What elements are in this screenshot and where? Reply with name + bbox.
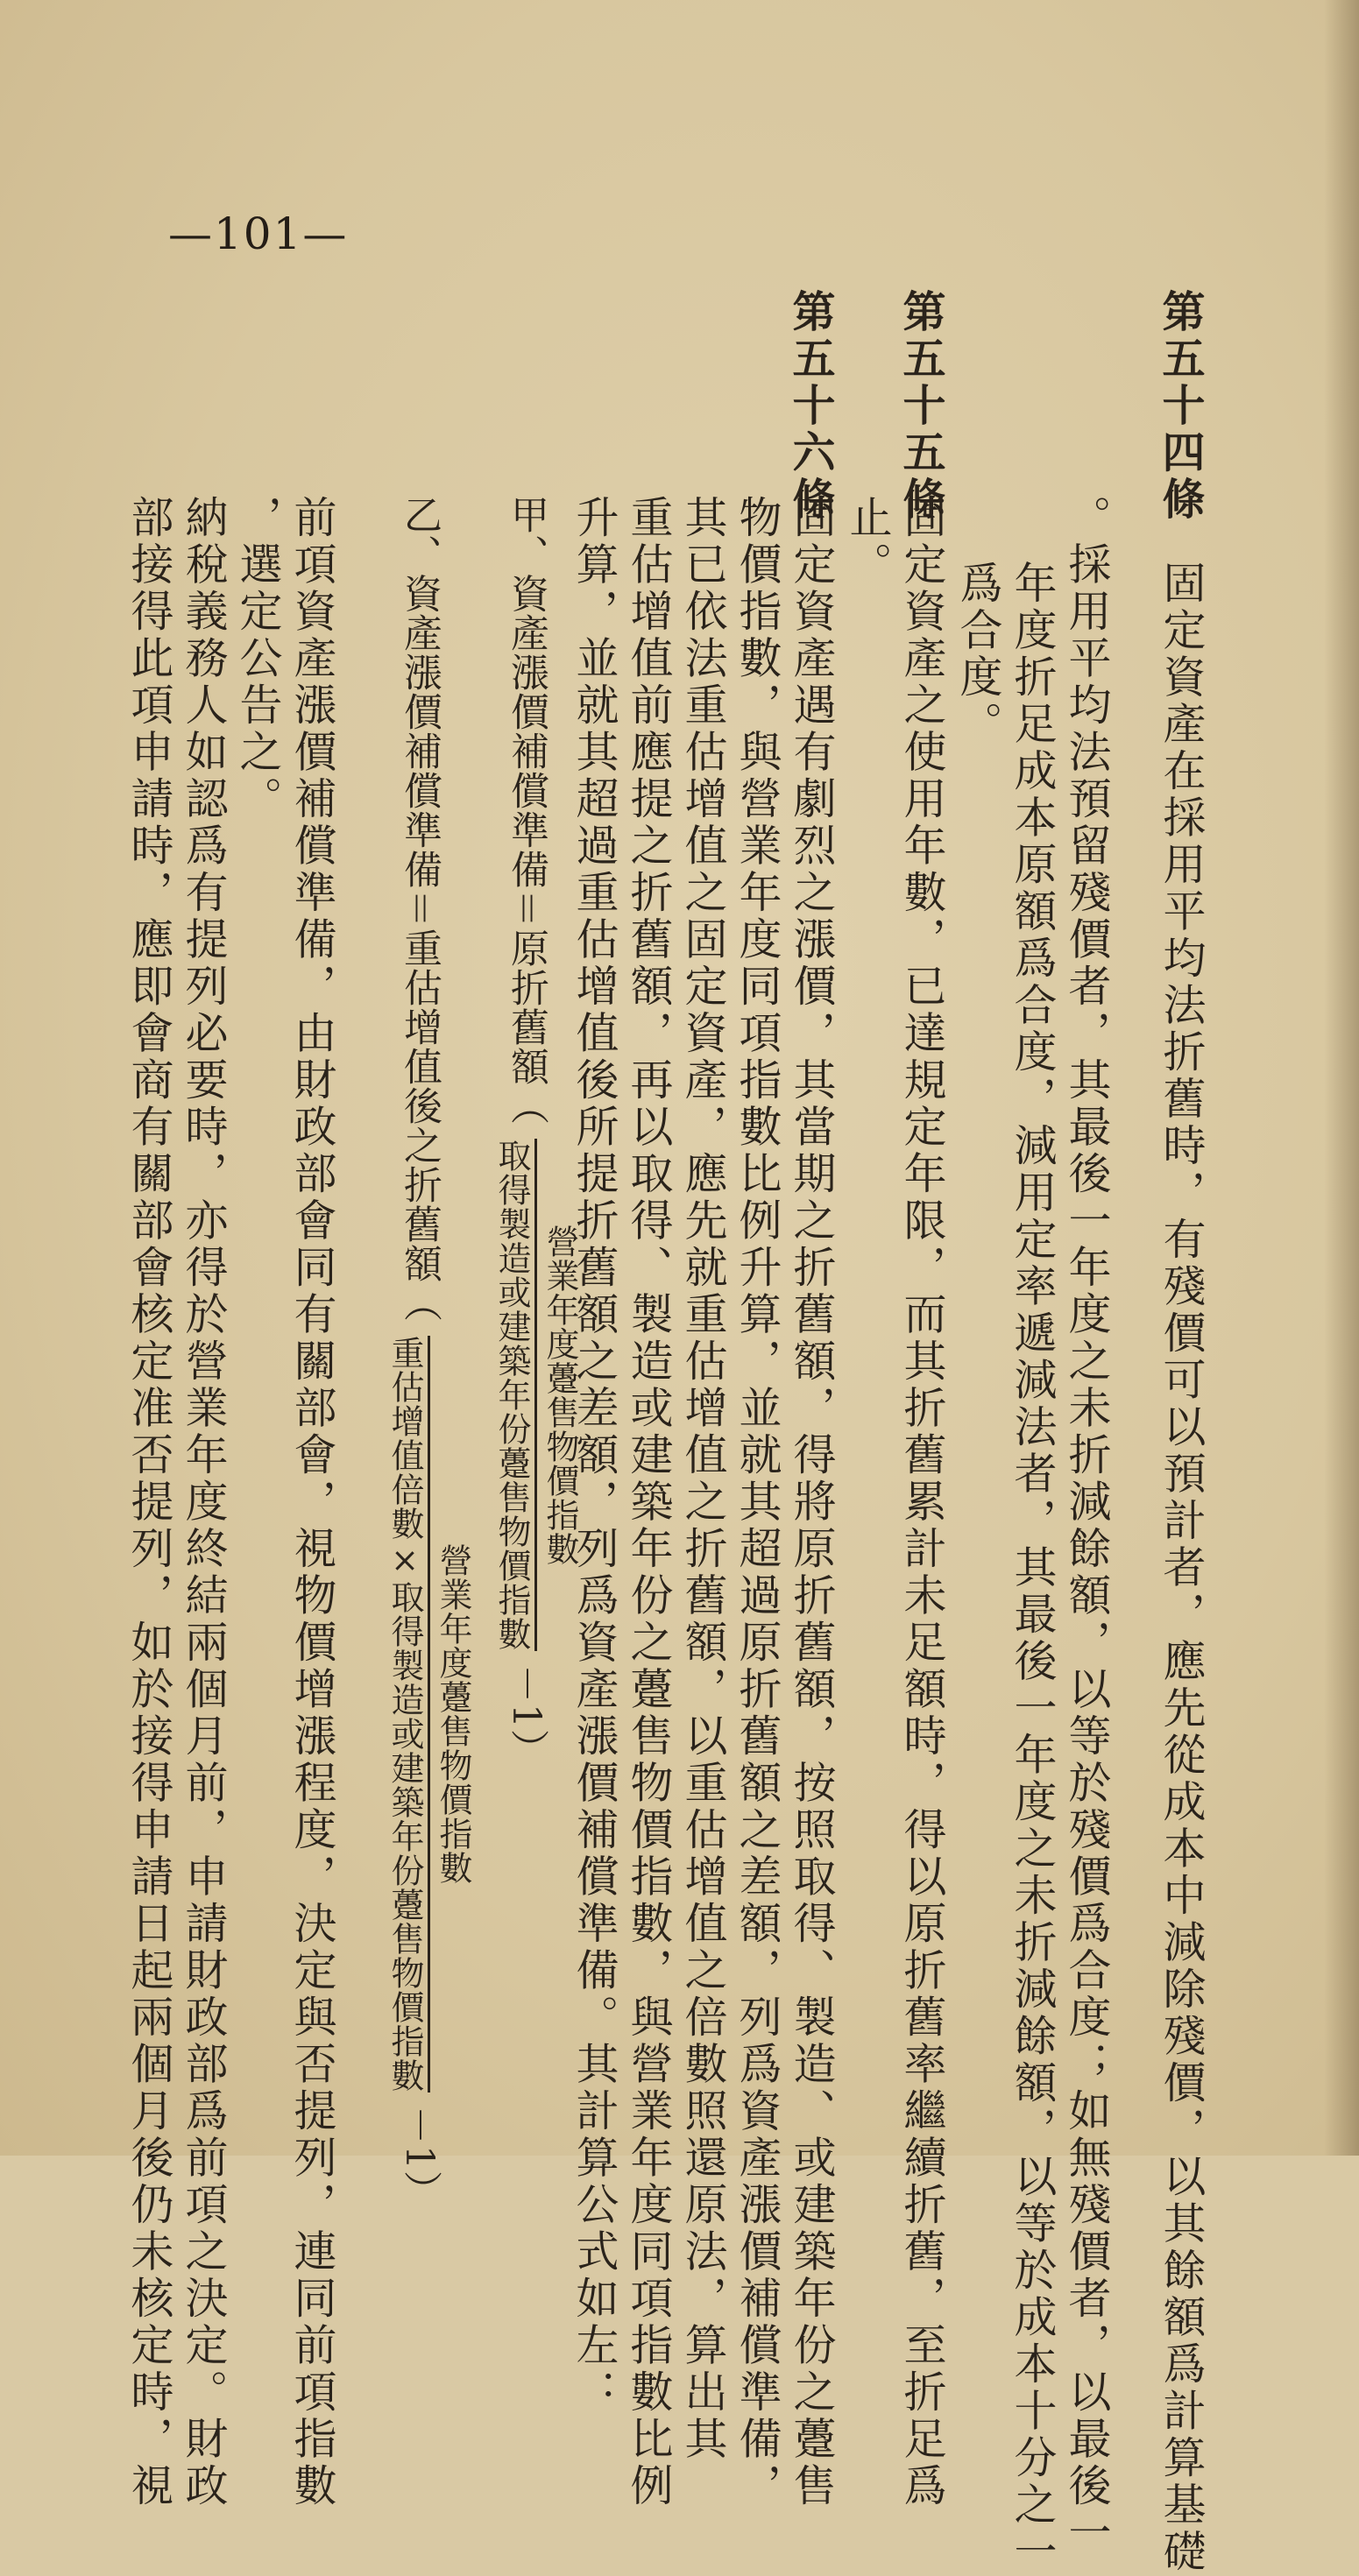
article-56-label: 第五十六條 [786,289,837,524]
formula-a-numerator: 營業年度躉售物價指數 [541,1224,579,1566]
formula-b [386,495,472,2210]
paragraph-line-3: 納稅義務人如認爲有提列必要時，亦得於營業年度終結兩個月前，申請財政部爲前項之決定。財政 [179,495,229,2510]
formula-b-numerator: 營業年度躉售物價指數 [434,1543,472,1885]
formula-a-fraction [492,1139,579,1651]
formula-a-lead: 甲、資產漲價補償準備＝原折舊額（ [504,495,549,1126]
article-54-line-4: 爲合度。 [953,561,1003,748]
article-54-line-1: 固定資產在採用平均法折舊時，有殘價可以預計者，應先從成本中減除殘價，以其餘額爲計算基礎 [1157,561,1207,2576]
formula-a-tail: －1） [504,1664,549,1768]
article-56-line-1: 固定資產遇有劇烈之漲價，其當期之折舊額，得將原折舊額，按照取得、製造、或建築年份之躉售 [787,495,837,2510]
formula-b-fraction-bar [428,1336,430,2093]
article-54-line-2: 。採用平均法預留殘價者，其最後一年度之未折減餘額，以等於殘價爲合度；如無殘價者，以最後一 [1062,495,1112,2557]
article-54-line-3: 年度折足成本原額爲合度，減用定率遞減法者，其最後一年度之未折減餘額，以等於成本十分之一 [1008,561,1058,2576]
article-56-line-4: 重估增值前應提之折舊額，再以取得、製造或建築年份之躉售物價指數，與營業年度同項指數比例 [624,495,674,2510]
paragraph-line-2: ，選定公告之。 [233,495,283,823]
formula-b-denominator: 重估增值倍數×取得製造或建築年份躉售物價指數 [386,1336,424,2093]
formula-a-fraction-bar [534,1139,537,1651]
formula-b-fraction [386,1336,472,2093]
paragraph-line-1: 前項資產漲價補償準備，由財政部會同有關部會，視物價增漲程度，決定與否提列，連同前項指數 [287,495,337,2510]
paragraph-line-4: 部接得此項申請時，應即會商有關部會核定准否提列，如於接得申請日起兩個月後仍未核定時，視 [124,495,174,2510]
article-56-line-5: 升算，並就其超過重估增值後所提折舊額之差額，列爲資產漲價補償準備。其計算公式如左： [570,495,619,2417]
formula-b-lead: 乙、資產漲價補償準備＝重估增值後之折舊額（ [397,495,442,1323]
article-55-label: 第五十五條 [896,289,947,524]
formula-b-tail: －1） [397,2106,442,2210]
article-55-line-2: 止。 [843,495,893,589]
formula-a-denominator: 取得製造或建築年份躉售物價指數 [492,1139,531,1651]
page-number: —101— [168,208,349,259]
article-55-line-1: 固定資產之使用年數，已達規定年限，而其折舊累計未足額時，得以原折舊率繼續折舊，至折足爲 [897,495,947,2510]
page-edge-shadow [1324,0,1359,2156]
article-54-label: 第五十四條 [1156,289,1207,524]
article-56-line-3: 其已依法重估增值之固定資產，應先就重估增值之折舊額，以重估增值之倍數照還原法，算出其 [678,495,728,2463]
article-56-line-2: 物價指數，與營業年度同項指數比例升算，並就其超過原折舊額之差額，列爲資產漲價補償準備， [733,495,782,2510]
formula-a [492,495,579,1768]
